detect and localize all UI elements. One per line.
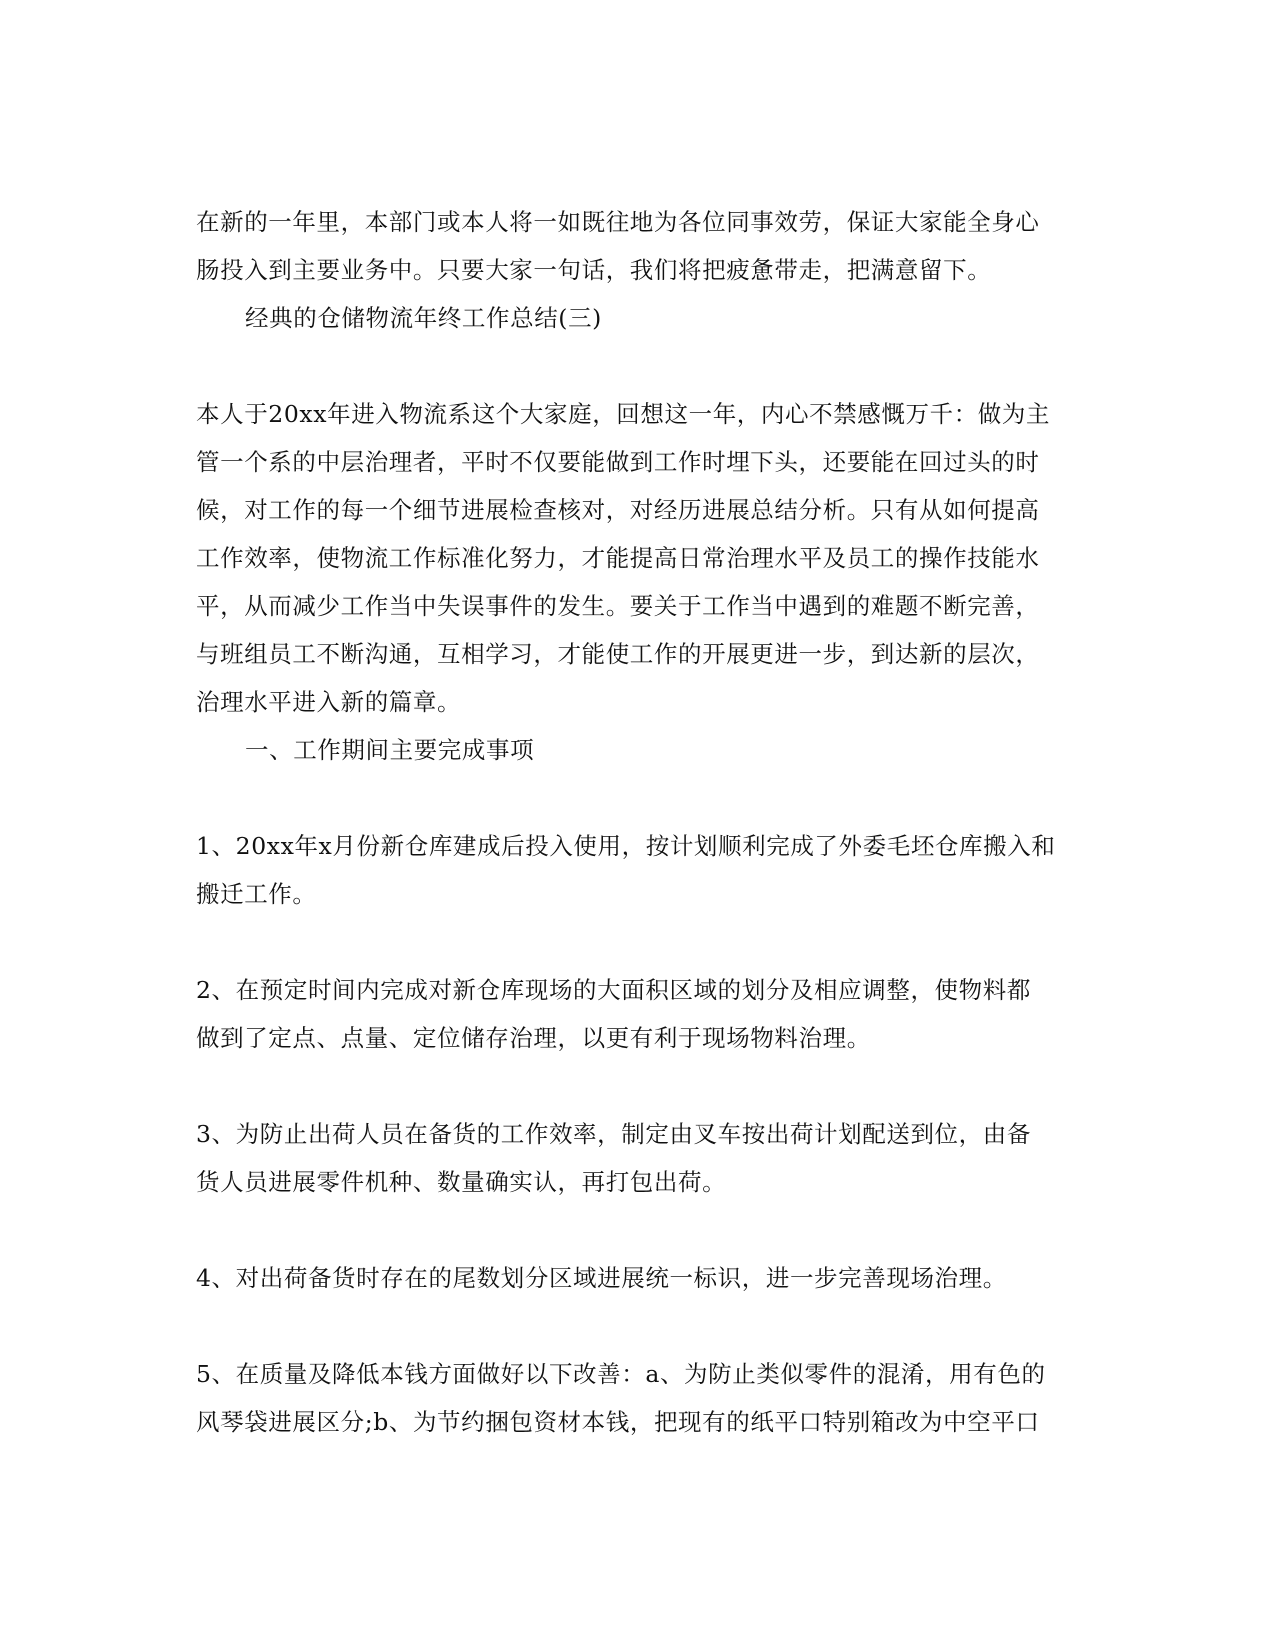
list-item-5: 5、在质量及降低本钱方面做好以下改善：a、为防止类似零件的混淆，用有色的 [196, 1360, 1046, 1388]
list-item-3-cont: 货人员进展零件机种、数量确实认，再打包出荷。 [196, 1168, 727, 1196]
list-item-3: 3、为防止出荷人员在备货的工作效率，制定由叉车按出荷计划配送到位，由备 [196, 1120, 1031, 1148]
text-line: 平，从而减少工作当中失误事件的发生。要关于工作当中遇到的难题不断完善， [196, 592, 1040, 620]
text-line: 治理水平进入新的篇章。 [196, 688, 462, 716]
list-item-2: 2、在预定时间内完成对新仓库现场的大面积区域的划分及相应调整，使物料都 [196, 976, 1031, 1004]
list-item-1: 1、20xx年x月份新仓库建成后投入使用，按计划顺利完成了外委毛坯仓库搬入和 [196, 832, 1056, 860]
text-line: 工作效率，使物流工作标准化努力，才能提高日常治理水平及员工的操作技能水 [196, 544, 1040, 572]
text-line: 与班组员工不断沟通，互相学习，才能使工作的开展更进一步，到达新的层次， [196, 640, 1040, 668]
section-title: 经典的仓储物流年终工作总结(三) [245, 304, 602, 332]
list-item-1-cont: 搬迁工作。 [196, 880, 317, 908]
text-line: 管一个系的中层治理者，平时不仅要能做到工作时埋下头，还要能在回过头的时 [196, 448, 1040, 476]
text-line: 本人于20xx年进入物流系这个大家庭，回想这一年，内心不禁感慨万千：做为主 [196, 400, 1051, 428]
section-heading: 一、工作期间主要完成事项 [245, 736, 535, 764]
list-item-5-cont: 风琴袋进展区分;b、为节约捆包资材本钱，把现有的纸平口特别箱改为中空平口 [196, 1408, 1040, 1436]
list-item-4: 4、对出荷备货时存在的尾数划分区域进展统一标识，进一步完善现场治理。 [196, 1264, 1007, 1292]
text-line: 肠投入到主要业务中。只要大家一句话，我们将把疲惫带走，把满意留下。 [196, 256, 992, 284]
text-line: 在新的一年里，本部门或本人将一如既往地为各位同事效劳，保证大家能全身心 [196, 208, 1040, 236]
list-item-2-cont: 做到了定点、点量、定位储存治理，以更有利于现场物料治理。 [196, 1024, 871, 1052]
text-line: 候，对工作的每一个细节进展检查核对，对经历进展总结分析。只有从如何提高 [196, 496, 1040, 524]
